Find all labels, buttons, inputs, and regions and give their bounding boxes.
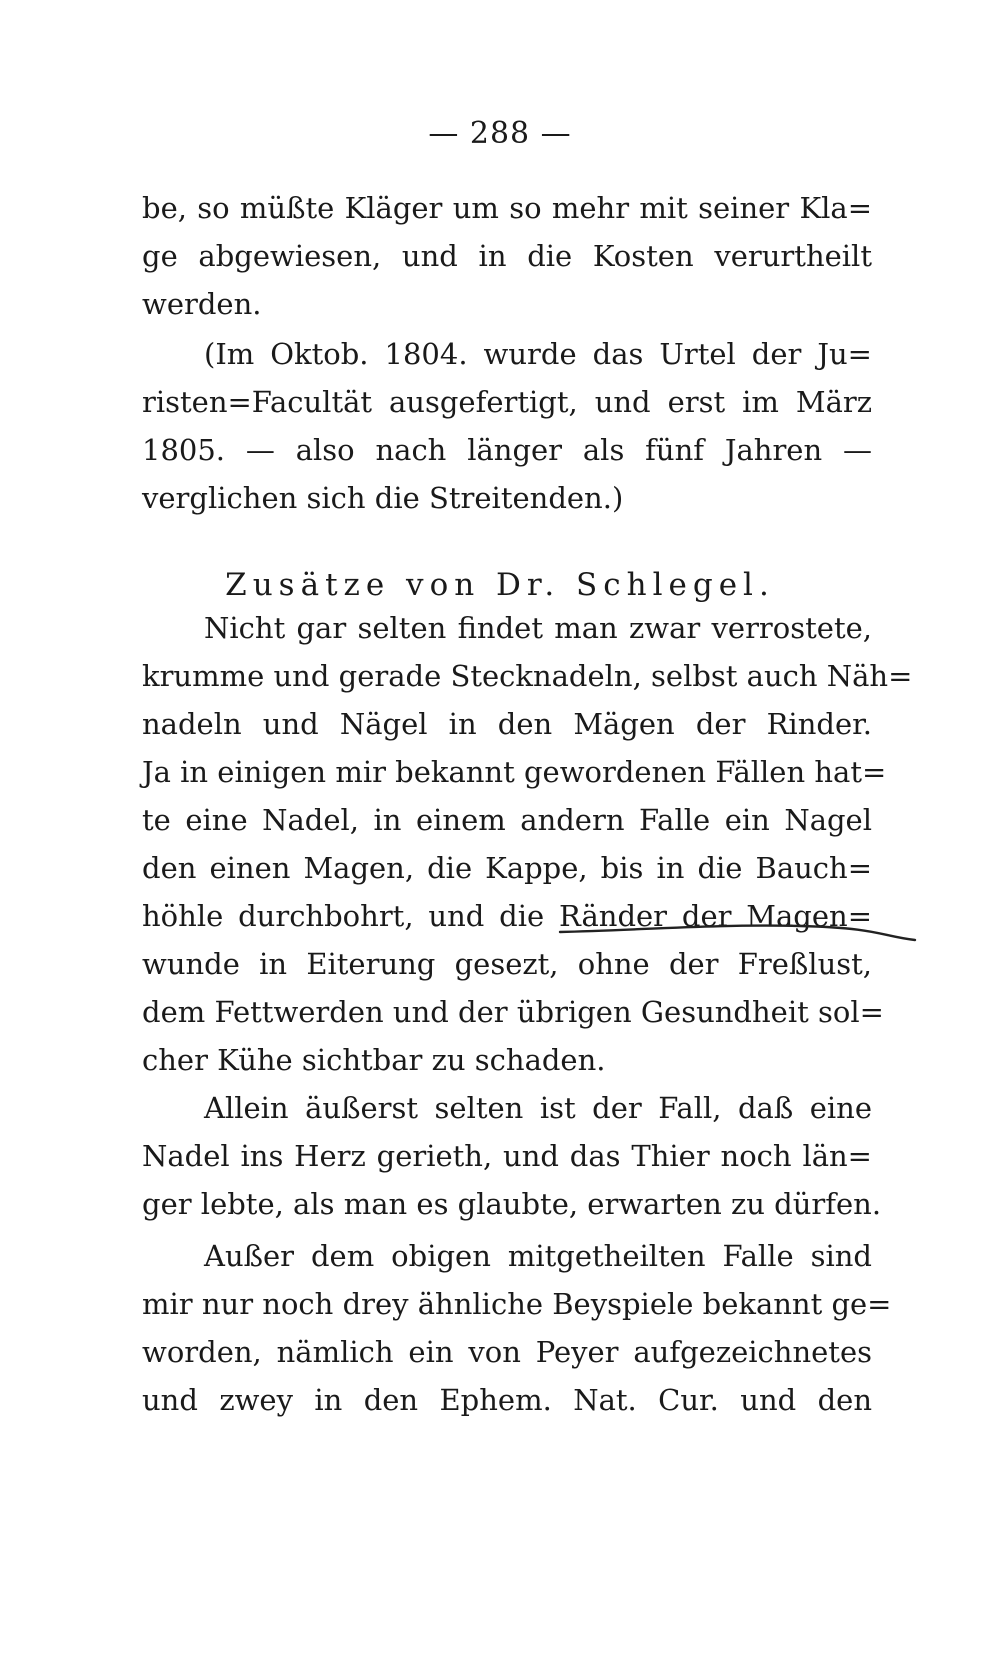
text-line: wunde in Eiterung gesezt, ohne der Freßlust, <box>142 947 872 981</box>
text-line: be, so müßte Kläger um so mehr mit seiner Kla= <box>142 191 872 225</box>
section-heading: Zusätze von Dr. Schlegel. <box>225 567 775 603</box>
text-line: mir nur noch drey ähnliche Beyspiele bekannt ge= <box>142 1287 892 1321</box>
text-line: ge abgewiesen, und in die Kosten verurtheilt <box>142 239 872 273</box>
text-line: Allein äußerst selten ist der Fall, daß eine <box>204 1091 872 1125</box>
text-line: höhle durchbohrt, und die Ränder der Magen= <box>142 899 872 933</box>
text-line: risten=Facultät ausgefertigt, und erst im März <box>142 385 872 419</box>
paragraph-3 <box>142 604 913 1084</box>
text-line: Ja in einigen mir bekannt gewordenen Fällen hat= <box>142 755 887 789</box>
paragraph-2 <box>142 330 872 522</box>
paragraph-5 <box>142 1232 892 1424</box>
text-line: cher Kühe sichtbar zu schaden. <box>142 1043 606 1077</box>
text-line: worden, nämlich ein von Peyer aufgezeichnetes <box>142 1335 872 1369</box>
paragraph-1 <box>142 184 872 328</box>
paragraph-4 <box>142 1084 882 1228</box>
text-line: werden. <box>142 287 262 321</box>
text-line: dem Fettwerden und der übrigen Gesundheit sol= <box>142 995 884 1029</box>
page-number-header: — 288 — <box>428 116 572 151</box>
text-line: Außer dem obigen mitgetheilten Falle sind <box>204 1239 872 1273</box>
text-line: nadeln und Nägel in den Mägen der Rinder. <box>142 707 872 741</box>
text-line: den einen Magen, die Kappe, bis in die Bauch= <box>142 851 872 885</box>
text-line: krumme und gerade Stecknadeln, selbst auch Näh= <box>142 659 913 693</box>
text-line: Nicht gar selten findet man zwar verrostete, <box>204 611 872 645</box>
text-line: verglichen sich die Streitenden.) <box>142 481 624 515</box>
text-line: te eine Nadel, in einem andern Falle ein Nagel <box>142 803 872 837</box>
text-line: und zwey in den Ephem. Nat. Cur. und den <box>142 1383 872 1417</box>
text-line: Nadel ins Herz gerieth, und das Thier noch län= <box>142 1139 872 1173</box>
text-line: (Im Oktob. 1804. wurde das Urtel der Ju= <box>204 337 872 371</box>
text-line: 1805. — also nach länger als fünf Jahren — <box>142 433 872 467</box>
text-line: ger lebte, als man es glaubte, erwarten zu dürfen. <box>142 1187 882 1221</box>
